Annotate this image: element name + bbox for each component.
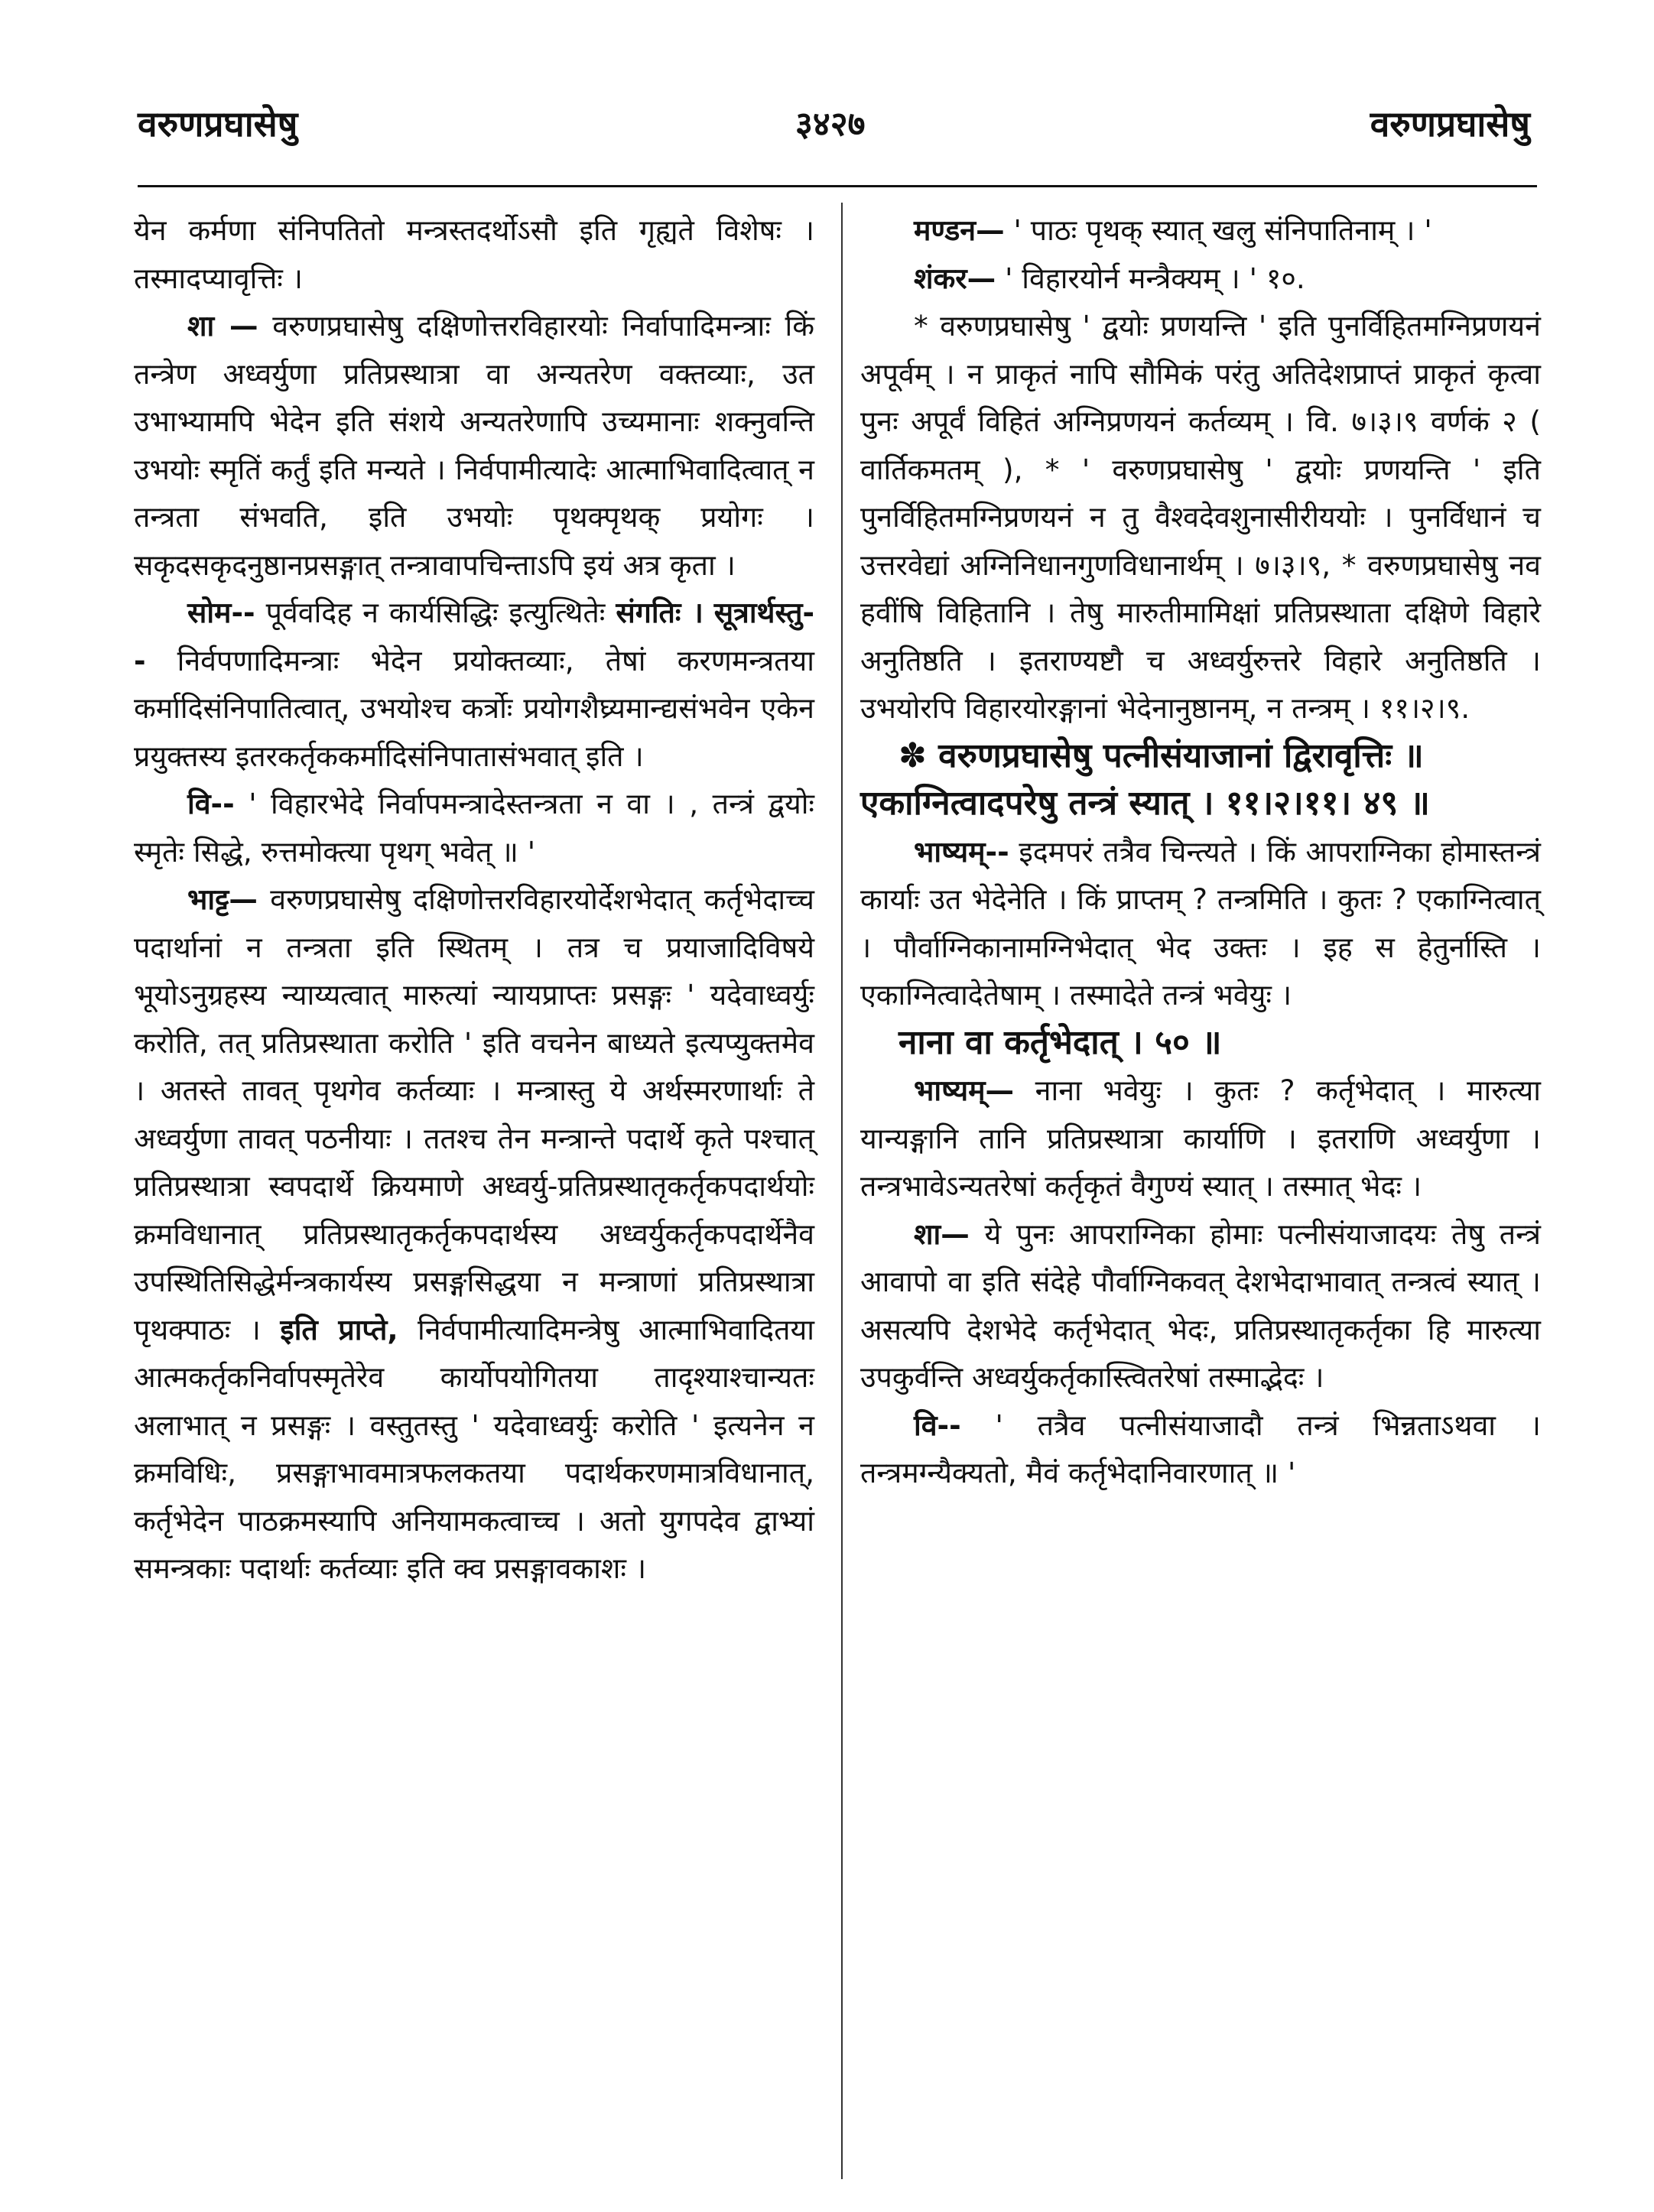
paragraph: शा— ये पुनः आपराग्निका होमाः पत्नीसंयाजादयः तेषु तन्त्रं आवापो वा इति संदेहे पौर्वाग्निकवत् देशभेदाभावात् तन्त्रत्वं स्यात् । असत्यपि देशभेदे कर्तृभेदात् भेदः, प्रतिप्रस्थातृकर्तृका हि मारुत्या उपकुर्वन्ति अध्वर्युकर्तृकास्त्वितरेषां तस्माद्भेदः ।	[860, 1216, 1541, 1394]
paragraph: भाष्यम्— नाना भवेयुः । कुतः ? कर्तृभेदात् । मारुत्या यान्यङ्गानि तानि प्रतिप्रस्थात्रा कार्याणि । इतराणि अध्वर्युणा । तन्त्रभावेऽन्यतरेषां कर्तृकृतं वैगुण्यं स्यात् । तस्मात् भेदः ।	[860, 1074, 1542, 1203]
speaker-label: शा —	[187, 309, 258, 343]
paragraph: शंकर— ' विहारयोर्न मन्त्रैक्यम् । ' १०.	[914, 261, 1305, 295]
paragraph: * वरुणप्रघासेषु ' द्वयोः प्रणयन्ति ' इति पुनर्विहितमग्निप्रणयनं अपूर्वम् । न प्राकृतं नापि सौमिकं परंतु अतिदेशप्राप्तं प्राकृतं कृत्वा पुनः अपूर्वं विहितं अग्निप्रणयनं कर्तव्यम् । वि. ७।३।९ वर्णकं २ ( वार्तिकमतम् ), * ' वरुणप्रघासेषु ' द्वयोः प्रणयन्ति ' इति पुनर्विहितमग्निप्रणयनं न तु वैश्वदेवशुनासीरीययोः । पुनर्विधानं च उत्तरवेद्यां अग्निनिधानगुणविधानार्थम् । ७।३।९, * वरुणप्रघासेषु नव हवींषि विहितानि । तेषु मारुतीमामिक्षां प्रतिप्रस्थाता दक्षिणे विहारे अनुतिष्ठति । इतराण्यष्टौ च अध्वर्युरुत्तरे विहारे अनुतिष्ठति । उभयोरपि विहारयोरङ्गानां भेदेनानुष्ठानम्, न तन्त्रम् । ११।२।९.	[860, 309, 1541, 725]
column-divider	[841, 203, 843, 2179]
iti-prapte-label: इति प्राप्ते,	[280, 1312, 398, 1346]
paragraph: मण्डन— ' पाठः पृथक् स्यात् खलु संनिपातिनाम् । '	[914, 213, 1432, 247]
speaker-label: भाष्यम्--	[914, 834, 1009, 869]
sutrartha-label: सूत्रार्थस्तु--	[134, 596, 815, 677]
paragraph: भाष्यम्-- इदमपरं तत्रैव चिन्त्यते । किं आपराग्निका होमास्तन्त्रं कार्याः उत भेदेनेति । किं प्राप्तम् ? तन्त्रमिति । कुतः ? एकाग्नित्वात् । पौर्वाग्निकानामग्निभेदात् भेद उक्तः । इह स हेतुर्नास्ति । एकाग्नित्वादेतेषाम् । तस्मादेते तन्त्रं भवेयुः ।	[860, 834, 1541, 1012]
paragraph: येन कर्मणा संनिपतितो मन्त्रस्तदर्थोऽसौ इति गृह्यते विशेषः । तस्मादप्यावृत्तिः ।	[134, 213, 814, 295]
sangati-label: संगतिः ।	[616, 596, 704, 629]
paragraph: सोम-- पूर्ववदिह न कार्यसिद्धिः इत्युत्थितेः संगतिः । सूत्रार्थस्तु-- निर्वपणादिमन्त्राः भेदेन प्रयोक्तव्याः, तेषां करणमन्त्रतया कर्मादिसंनिपातित्वात्, उभयोश्च कर्त्रोः प्रयोगशैघ्र्यमान्द्यसंभवेन एकेन प्रयुक्तस्य इतरकर्तृककर्मादिसंनिपातासंभवात् इति ।	[134, 596, 815, 773]
paragraph: वि-- ' विहारभेदे निर्वापमन्त्रादेस्तन्त्रता न वा । , तन्त्रं द्वयोः स्मृतेः सिद्धे, रुत्तमोक्त्या पृथग् भवेत् ॥ '	[134, 787, 815, 869]
speaker-label: सोम--	[187, 596, 255, 629]
speaker-label: भाट्ट—	[187, 882, 258, 916]
speaker-label: भाष्यम्—	[914, 1074, 1015, 1107]
speaker-label: वि--	[914, 1408, 961, 1442]
left-column	[134, 206, 814, 1593]
speaker-label: वि--	[187, 787, 235, 820]
running-header-right: वरुणप्रघासेषु	[1370, 103, 1530, 145]
running-header-left: वरुणप्रघासेषु	[138, 103, 298, 145]
paragraph: शा — वरुणप्रघासेषु दक्षिणोत्तरविहारयोः निर्वापादिमन्त्राः किं तन्त्रेण अध्वर्युणा प्रतिप्रस्थात्रा वा अन्यतरेण वक्तव्याः, उत उभाभ्यामपि भेदेन इति संशये अन्यतरेणापि उच्यमानाः शक्नुवन्ति उभयोः स्मृतिं कर्तुं इति मन्यते । निर्वपामीत्यादेः आत्माभिवादित्वात् न तन्त्रता संभवति, इति उभयोः पृथक्पृथक् प्रयोगः । सकृदसकृदनुष्ठानप्रसङ्गात् तन्त्रावापचिन्ताऽपि इयं अत्र कृता ।	[134, 309, 815, 582]
speaker-label: मण्डन—	[914, 213, 1005, 247]
page-number: ३४२७	[795, 105, 866, 144]
sutra: एकाग्नित्वादपरेषु तन्त्रं स्यात् । ११।२।११। ४९ ॥	[860, 784, 1430, 823]
sutra: नाना वा कर्तृभेदात् । ५० ॥	[898, 1022, 1222, 1062]
speaker-label: शा—	[914, 1216, 970, 1251]
speaker-label: शंकर—	[914, 261, 996, 295]
right-column	[860, 206, 1541, 1497]
paragraph: भाट्ट— वरुणप्रघासेषु दक्षिणोत्तरविहारयोर्देशभेदात् कर्तृभेदाच्च पदार्थानां न तन्त्रता इति स्थितम् । तत्र च प्रयाजादिविषये भूयोऽनुग्रहस्य न्याय्यत्वात् मारुत्यां न्यायप्राप्तः प्रसङ्गः ' यदेवाध्वर्युः करोति, तत् प्रतिप्रस्थाता करोति ' इति वचनेन बाध्यते इत्यप्युक्तमेव । अतस्ते तावत् पृथगेव कर्तव्याः । मन्त्रास्तु ये अर्थस्मरणार्थाः ते अध्वर्युणा तावत् पठनीयाः । ततश्च तेन मन्त्रान्ते पदार्थे कृते पश्चात् प्रतिप्रस्थात्रा स्वपदार्थे क्रियमाणे अध्वर्यु-प्रतिप्रस्थातृकर्तृकपदार्थयोः क्रमविधानात् प्रतिप्रस्थातृकर्तृकपदार्थस्य अध्वर्युकर्तृकपदार्थेनैव उपस्थितिसिद्धेर्मन्त्रकार्यस्य प्रसङ्गसिद्धया न मन्त्राणां प्रतिप्रस्थात्रा पृथक्पाठः । इति प्राप्ते, निर्वपामीत्यादिमन्त्रेषु आत्माभिवादितया आत्मकर्तृकनिर्वापस्मृतेरेव कार्योपयोगितया तादृश्याश्चान्यतः अलाभात् न प्रसङ्गः । वस्तुतस्तु ' यदेवाध्वर्युः करोति ' इत्यनेन न क्रमविधिः, प्रसङ्गाभावमात्रफलकतया पदार्थकरणमात्रविधानात्, कर्तृभेदेन पाठक्रमस्यापि अनियामकत्वाच्च । अतो युगपदेव द्वाभ्यां समन्त्रकाः पदार्थाः कर्तव्याः इति क्व प्रसङ्गावकाशः ।	[134, 882, 815, 1585]
paragraph: वि-- ' तत्रैव पत्नीसंयाजादौ तन्त्रं भिन्नताऽथवा । तन्त्रमग्न्यैक्यतो, मैवं कर्तृभेदानिवारणात् ॥ '	[860, 1408, 1542, 1489]
adhikarana-heading: ✽ वरुणप्रघासेषु पत्नीसंयाजानां द्विरावृत्तिः ॥	[898, 736, 1424, 775]
header-rule	[138, 185, 1537, 187]
